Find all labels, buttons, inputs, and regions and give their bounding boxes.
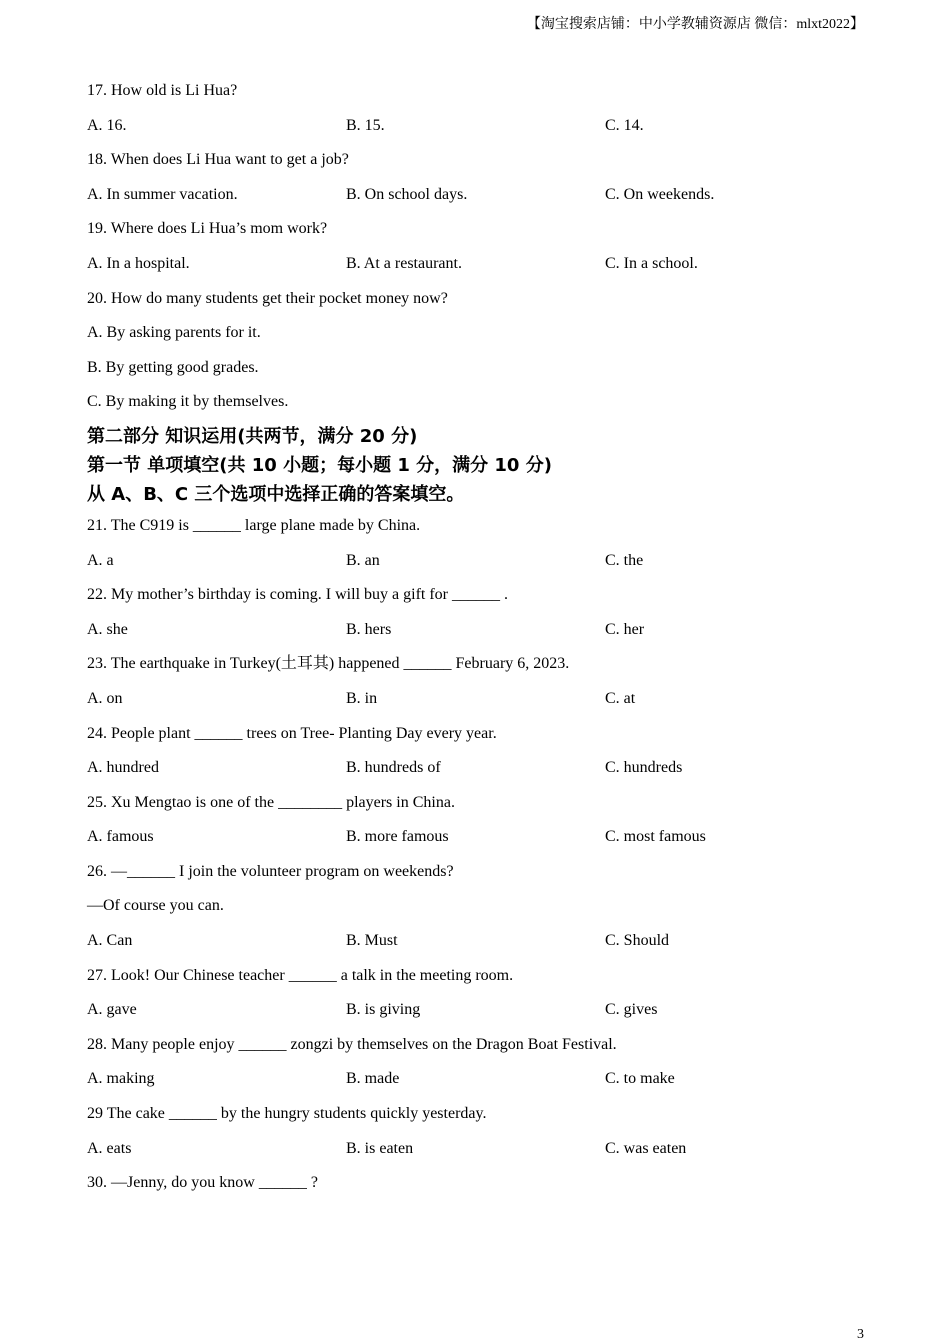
question-line: 30. —Jenny, do you know ______ ?	[87, 1174, 318, 1192]
options-row	[87, 618, 887, 653]
options-row	[87, 252, 887, 287]
question-line: 27. Look! Our Chinese teacher ______ a talk in the meeting room.	[87, 966, 514, 984]
option-a: A. 16.	[87, 116, 127, 134]
option-a: A. gave	[87, 1001, 137, 1019]
option-c: C. her	[605, 620, 645, 638]
option-b: B. made	[346, 1070, 400, 1088]
option-a: A. making	[87, 1070, 155, 1088]
option-b: B. an	[346, 551, 380, 569]
question-line: —Of course you can.	[87, 897, 224, 915]
option-c: C. On weekends.	[605, 185, 715, 203]
question-line: 17. How old is Li Hua?	[87, 82, 238, 99]
option-b: B. Must	[346, 932, 398, 950]
question-line: A. By asking parents for it.	[87, 324, 261, 342]
option-a: A. Can	[87, 932, 133, 950]
option-c: C. at	[605, 689, 636, 707]
options-row	[87, 549, 887, 584]
option-a: A. on	[87, 689, 123, 707]
options-row	[87, 825, 887, 860]
question-line: 24. People plant ______ trees on Tree- Planting Day every year.	[87, 724, 497, 742]
option-b: B. in	[346, 689, 378, 707]
question-line: 25. Xu Mengtao is one of the ________ players in China.	[87, 793, 455, 811]
listening-questions	[87, 79, 887, 425]
page-header: 【淘宝搜索店铺：中小学教辅资源店 微信：mlxt2022】	[526, 17, 864, 32]
option-a: A. hundred	[87, 759, 159, 777]
option-c: C. In a school.	[605, 254, 698, 272]
options-row	[87, 1137, 887, 1172]
option-a: A. In a hospital.	[87, 254, 190, 272]
exam-content	[87, 79, 887, 1206]
option-b: B. more famous	[346, 828, 449, 846]
options-row	[87, 1067, 887, 1102]
option-b: B. is giving	[346, 1001, 421, 1019]
question-line: 18. When does Li Hua want to get a job?	[87, 151, 349, 169]
option-b: B. 15.	[346, 116, 385, 134]
options-row	[87, 929, 887, 964]
question-line: 29 The cake ______ by the hungry students quickly yesterday.	[87, 1105, 487, 1123]
option-c: C. to make	[605, 1070, 675, 1088]
option-c: C. the	[605, 551, 644, 569]
subsection-title: 第一节 单项填空(共 10 小题；每小题 1 分，满分 10 分)	[87, 454, 552, 476]
question-line: 22. My mother’s birthday is coming. I will buy a gift for ______ .	[87, 586, 508, 604]
option-b: B. is eaten	[346, 1139, 414, 1157]
option-c: C. most famous	[605, 828, 706, 846]
question-line: 19. Where does Li Hua’s mom work?	[87, 220, 328, 238]
option-b: B. At a restaurant.	[346, 254, 462, 272]
option-b: B. hundreds of	[346, 759, 441, 777]
option-a: A. famous	[87, 828, 154, 846]
options-row	[87, 687, 887, 722]
option-b: B. On school days.	[346, 185, 468, 203]
multiple-choice-questions	[87, 514, 887, 1206]
question-line: 21. The C919 is ______ large plane made by China.	[87, 516, 421, 534]
question-line: B. By getting good grades.	[87, 358, 259, 376]
option-a: A. a	[87, 551, 114, 569]
option-a: A. In summer vacation.	[87, 185, 238, 203]
section-instruction: 从 A、B、C 三个选项中选择正确的答案填空。	[87, 483, 465, 505]
option-c: C. Should	[605, 932, 670, 950]
option-a: A. she	[87, 620, 128, 638]
options-row	[87, 183, 887, 218]
question-line: 28. Many people enjoy ______ zongzi by themselves on the Dragon Boat Festival.	[87, 1035, 617, 1053]
option-c: C. gives	[605, 1001, 658, 1019]
options-row	[87, 114, 887, 149]
option-c: C. was eaten	[605, 1139, 687, 1157]
question-line: C. By making it by themselves.	[87, 393, 289, 411]
option-c: C. 14.	[605, 116, 644, 134]
question-line: 26. —______ I join the volunteer program on weekends?	[87, 862, 454, 880]
options-row	[87, 756, 887, 791]
question-line: 20. How do many students get their pocket money now?	[87, 289, 448, 307]
options-row	[87, 998, 887, 1033]
page-number: 3	[857, 1327, 864, 1342]
option-b: B. hers	[346, 620, 392, 638]
option-a: A. eats	[87, 1139, 132, 1157]
section-title: 第二部分 知识运用(共两节，满分 20 分)	[87, 425, 418, 447]
option-c: C. hundreds	[605, 759, 683, 777]
question-line: 23. The earthquake in Turkey(土耳其) happened ______ February 6, 2023.	[87, 655, 570, 673]
